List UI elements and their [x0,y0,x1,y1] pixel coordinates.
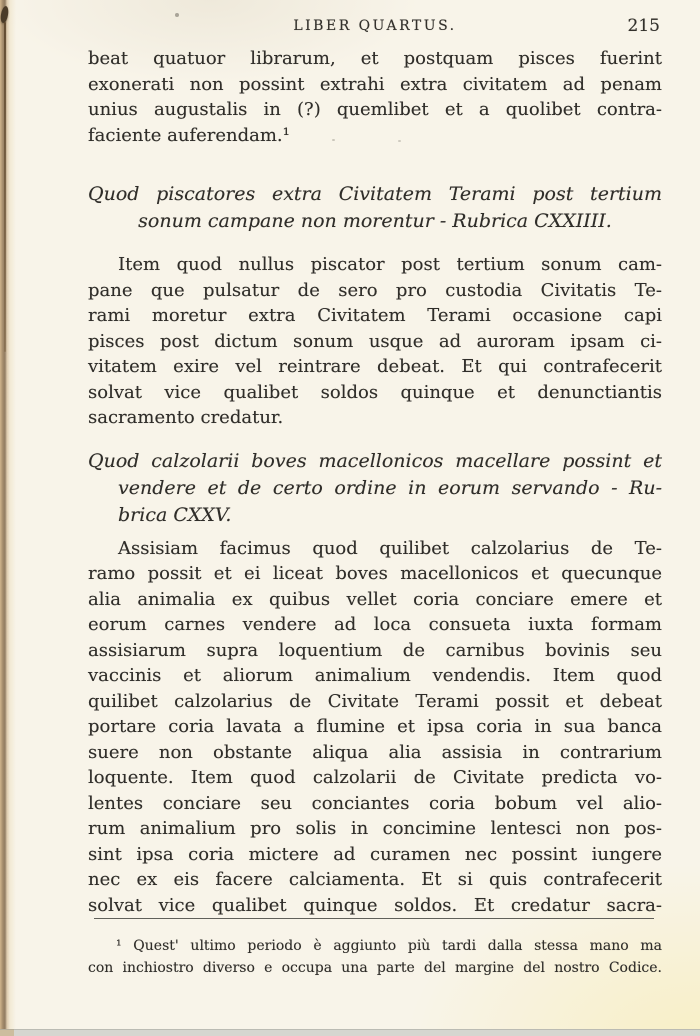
text-line: portare coria lavata a flumine et ipsa coria in sua banca [88,716,662,737]
text-line: eorum carnes vendere ad loca consueta iuxta formam [88,614,662,635]
text-line: solvat vice qualibet quinque soldos. Et credatur sacra- [88,894,662,916]
text-line: sint ipsa coria mictere ad curamen nec possint iungere [88,843,662,865]
text-line: solvat vice qualibet soldos quinque et denunctiantis [88,381,662,403]
text-line: ¹ Quest' ultimo periodo è aggiunto più tardi dalla stessa mano ma [116,938,662,954]
page-header [88,16,662,38]
text-line: nec ex eis facere calciamenta. Et si quis contrafecerit [88,869,662,890]
text-line: assisiarum supra loquentium de carnibus bovinis seu [88,639,662,661]
text-line: ramo possit et ei liceat boves macellonicos et quecunque [88,563,662,584]
paragraph-rubric-cxxv [88,536,662,919]
text-line: con inchiostro diverso e occupa una parte del margine del nostro Codice. [88,959,662,976]
text-line: quilibet calzolarius de Civitate Terami possit et debeat [88,690,662,712]
text-line: vendere et de certo ordine in eorum servando - Ru- [118,476,662,499]
text-line: Quod piscatores extra Civitatem Terami post tertium [88,183,662,205]
text-line: exonerati non possint extrahi extra civitatem ad penam [88,73,662,95]
text-line: Assisiam facimus quod quilibet calzolarius de Te- [118,537,662,559]
rubric-heading-cxxiiii [88,181,662,235]
rubric-heading-cxxv [88,448,662,529]
paragraph-rubric-cxxiiii [88,252,662,431]
paragraph-continuation [88,46,662,148]
footnote [88,936,662,979]
text-line: brica CXXV. [118,503,232,526]
text-line: Quod calzolarii boves macellonicos macellare possint et [88,449,662,472]
text-line: alia animalia ex quibus vellet coria conciare emere et [88,588,662,610]
text-line: faciente auferendam.¹ [88,124,290,146]
text-line: sacramento credatur. [88,407,284,428]
text-line: vaccinis et aliorum animalium vendendis. Item quod [88,665,662,686]
text-line: vitatem exire vel reintrare debeat. Et qui contrafecerit [88,356,662,377]
text-line: loquente. Item quod calzolarii de Civitate predicta vo- [88,767,662,788]
text-line: lentes conciare seu conciantes coria bobum vel alio- [88,792,662,814]
text-line: pane que pulsatur de sero pro custodia Civitatis Te- [88,279,662,301]
text-line: unius augustalis in (?) quemlibet et a quolibet contra- [88,99,662,120]
running-title: LIBER QUARTUS. [293,18,457,34]
text-line: pisces post dictum sonum usque ad auroram ipsam ci- [88,330,662,352]
text-line: Item quod nullus piscator post tertium sonum cam- [118,254,662,275]
text-line: rami moretur extra Civitatem Terami occasione capi [88,305,662,326]
text-line: beat quatuor librarum, et postquam pisces fuerint [88,48,662,69]
scan-bottom-edge [0,1029,700,1036]
page-number: 215 [627,16,660,36]
text-line: rum animalium pro solis in concimine lentesci non pos- [88,818,662,839]
footnote-separator-rule [94,918,654,919]
text-line: suere non obstante aliqua alia assisia in contrarium [88,741,662,763]
text-line: sonum campane non morentur - Rubrica CXXIIII. [138,210,612,232]
